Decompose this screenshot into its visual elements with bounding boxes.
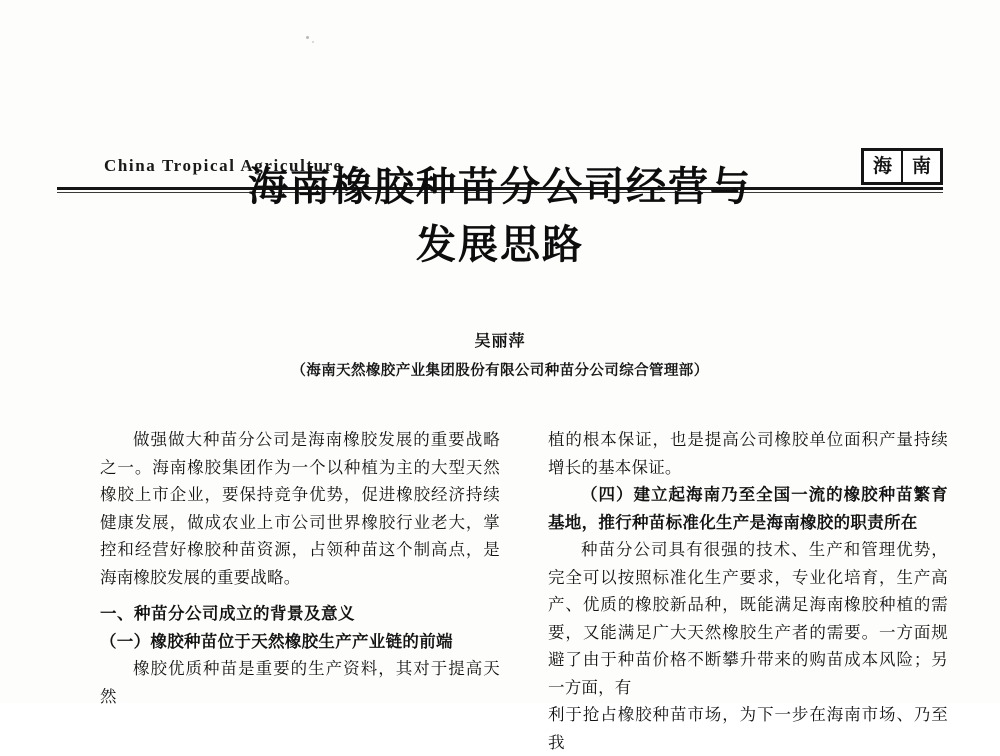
paragraph: 种苗分公司具有很强的技术、生产和管理优势，完全可以按照标准化生产要求，专业化培育，生产高产、优质的橡胶新品种，既能满足海南橡胶种植的需要，又能满足广大天然橡胶生产者的需要。一方面规避了由于种苗价格不断攀升带来的购苗成本风险；另一方面，有 (548, 540, 948, 697)
author-name: 吴丽萍 (474, 331, 526, 350)
left-column (100, 426, 500, 706)
scan-artifact-dot (306, 36, 309, 39)
scan-artifact-dot (312, 41, 314, 43)
article-title-line-2: 发展思路 (416, 222, 584, 268)
paragraph: 做强做大种苗分公司是海南橡胶发展的重要战略之一。海南橡胶集团作为一个以种植为主的大型天然橡胶上市企业，要保持竞争优势，促进橡胶经济持续健康发展，做成农业上市公司世界橡胶行业老大，掌控和经营好橡胶种苗资源，占领种苗这个制高点，是海南橡胶发展的重要战略。 (100, 430, 500, 587)
paragraph: 利于抢占橡胶种苗市场，为下一步在海南市场、乃至我 (548, 705, 948, 752)
page-header (0, 70, 1000, 177)
paragraph: 橡胶优质种苗是重要的生产资料，其对于提高天然 (100, 659, 500, 706)
logo-char-hai: 海 (872, 155, 892, 177)
journal-name: China Tropical Agriculture (104, 156, 343, 175)
body-columns (100, 426, 948, 752)
subsection-heading: （四）建立起海南乃至全国一流的橡胶种苗繁育基地，推行种苗标准化生产是海南橡胶的职责所在 (548, 485, 948, 532)
subsection-heading: （一）橡胶种苗位于天然橡胶生产产业链的前端 (100, 631, 453, 651)
article-title (0, 158, 1000, 274)
section-heading: 一、种苗分公司成立的背景及意义 (100, 604, 355, 623)
author-affiliation: （海南天然橡胶产业集团股份有限公司种苗分公司综合管理部） (291, 363, 709, 379)
right-column (548, 426, 948, 752)
article-title-line-1: 海南橡胶种苗分公司经营与 (248, 164, 752, 210)
paragraph: 植的根本保证，也是提高公司橡胶单位面积产量持续增长的基本保证。 (548, 430, 948, 477)
logo-char-nan: 南 (911, 155, 931, 177)
